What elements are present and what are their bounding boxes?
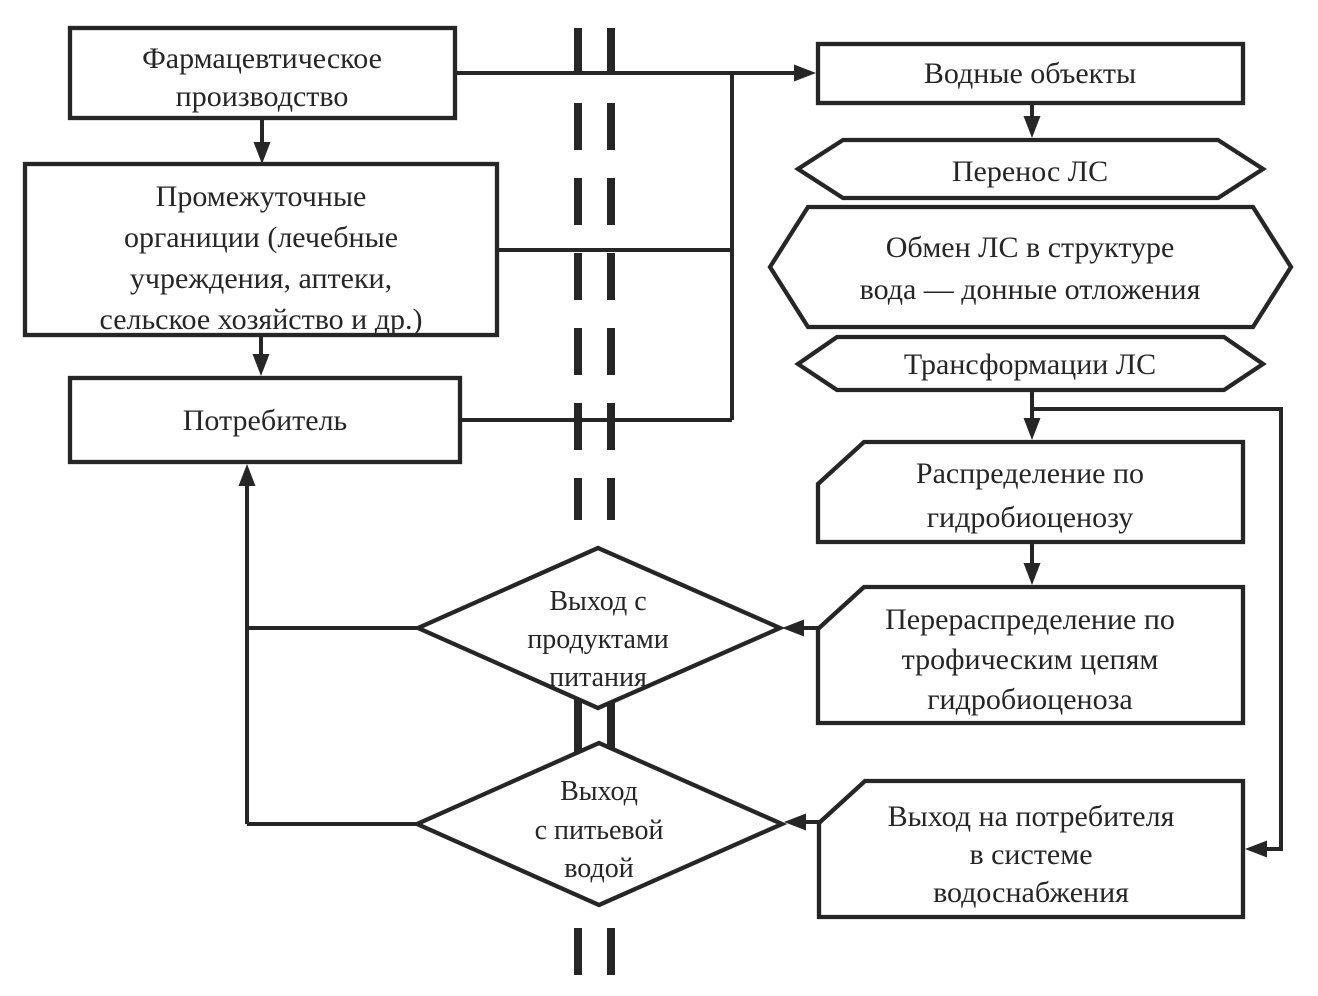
arrowhead-into-drinking-exit [784,814,806,831]
drinking-exit-label-line2: с питьевой [534,815,664,846]
exchange-label-line1: Обмен ЛС в структуре [885,231,1175,264]
water-objects-label: Водные объекты [923,57,1137,90]
pharma-label-line1: Фармацевтическое [142,42,382,75]
intermediate-label-line4: сельское хозяйство и др.) [99,303,423,336]
intermediate-label-line2: органиции (лечебные [123,221,399,254]
transfer-label: Перенос ЛС [951,155,1109,188]
arrowhead-into-distribution [1024,418,1041,440]
arrowhead-into-redistribution [1024,563,1041,585]
arrowhead-into-consumer [239,464,256,486]
redistribution-label-line2: трофическим цепям [901,643,1159,676]
node-exchange-hexagon [770,207,1291,327]
food-exit-label-line2: продуктами [527,624,669,655]
arrowhead-into-transfer [1024,116,1041,138]
pharma-label-line2: производство [175,80,349,113]
transformation-label: Трансформации ЛС [903,348,1157,381]
arrowhead-into-water-supply [1245,841,1267,858]
water-supply-label-line1: Выход на потребителя [887,800,1175,833]
distribution-label-line2: гидробиоценозу [926,501,1134,534]
arrowhead-intermediate-to-consumer [253,354,270,376]
intermediate-label-line3: учреждения, аптеки, [129,262,393,295]
arrowhead-into-water-objects [794,65,816,82]
consumer-label: Потребитель [182,404,348,437]
exchange-label-line2: вода — донные отложения [859,273,1201,306]
redistribution-label-line1: Перераспределение по [885,603,1175,636]
drinking-exit-label-line3: водой [564,853,634,884]
arrowhead-pharma-to-intermediate [254,142,271,164]
distribution-label-line1: Распределение по [915,457,1145,490]
food-exit-label-line1: Выход с [549,586,647,617]
intermediate-label-line1: Промежуточные [155,180,367,213]
food-exit-label-line3: питания [549,662,647,693]
water-supply-label-line2: в системе [969,838,1093,871]
water-supply-label-line3: водоснабжения [933,876,1129,909]
drinking-exit-label-line1: Выход [560,776,638,807]
redistribution-label-line3: гидробиоценоза [927,683,1133,716]
